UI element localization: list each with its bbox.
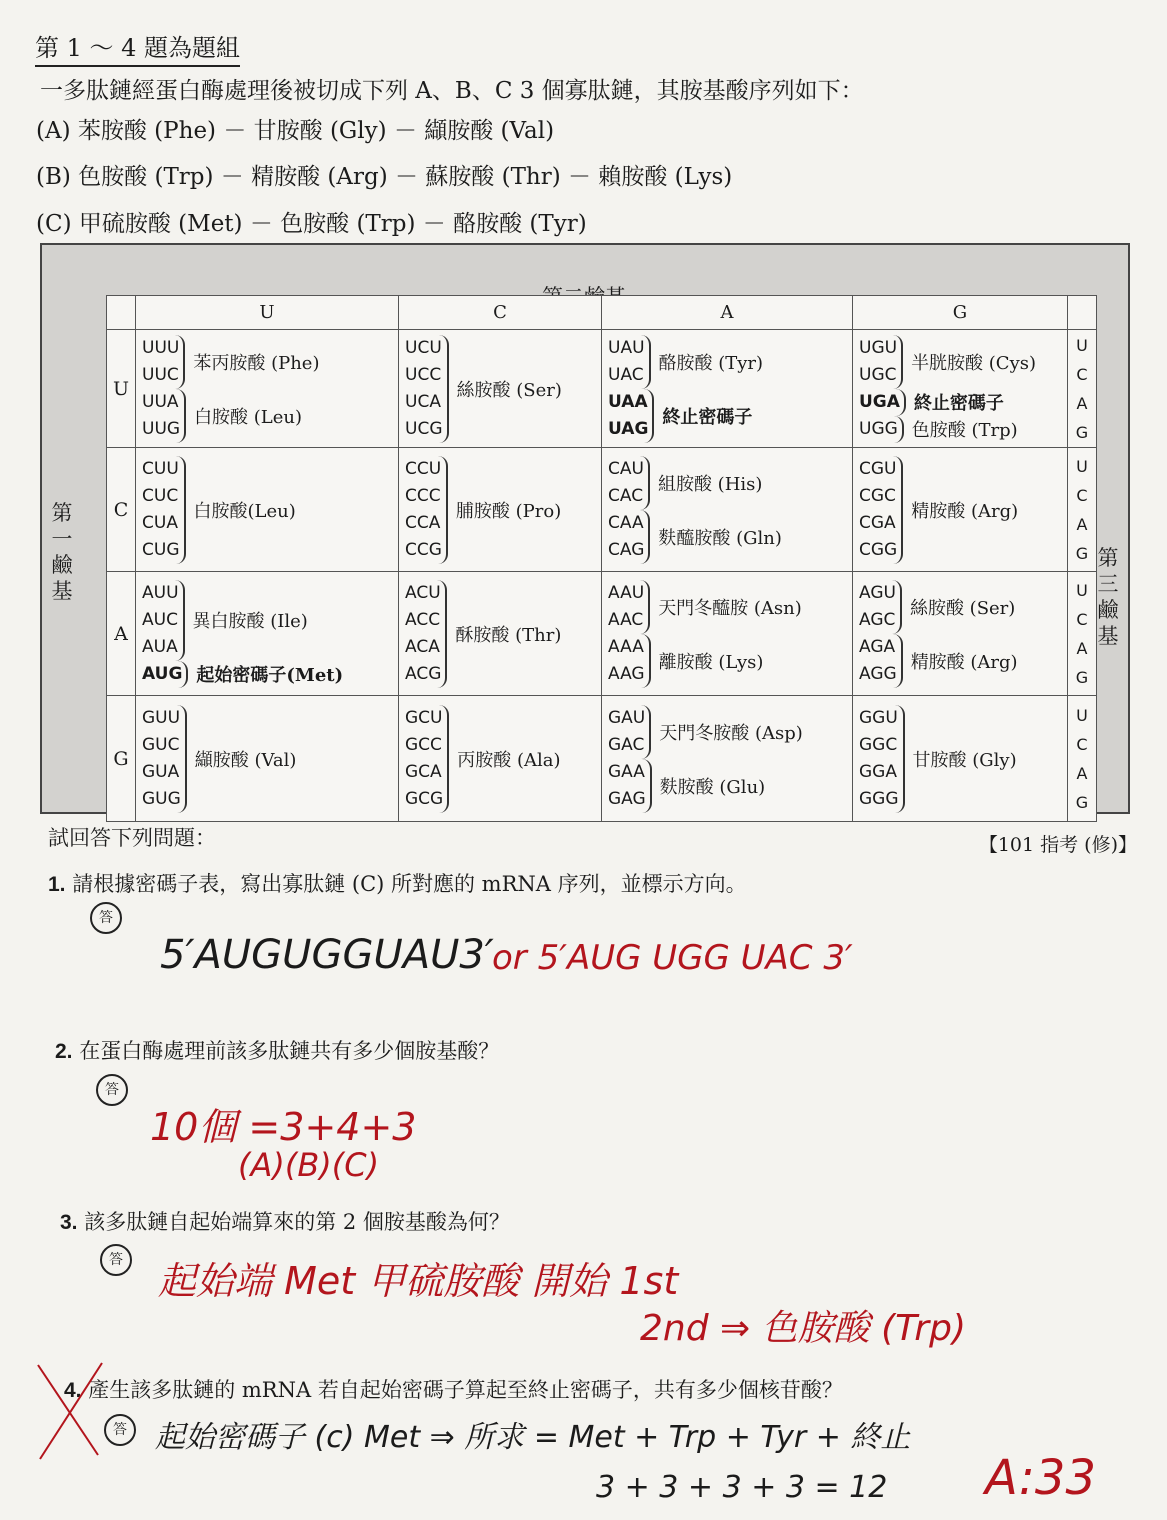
- codon-list: CAA CAG: [608, 510, 650, 564]
- amino-acid-label: 白胺酸(Leu): [193, 500, 296, 522]
- row-head-u: U: [107, 330, 136, 448]
- codon-group: [142, 661, 392, 688]
- third-base-letter: G: [1075, 792, 1089, 812]
- answer-2-line2: (A)(B)(C): [238, 1146, 380, 1184]
- codon-list: CUU CUC CUA CUG: [142, 456, 186, 564]
- amino-acid-label: 酥胺酸 (Thr): [455, 624, 562, 646]
- amino-acid-label: 精胺酸 (Arg): [910, 651, 1018, 673]
- codon-list: AGU AGC: [859, 580, 902, 634]
- question-4: [64, 1374, 843, 1404]
- corner-cell: [107, 296, 136, 330]
- codon-list: AUG: [142, 661, 188, 688]
- codon-list: UCU UCC UCA UCG: [405, 335, 449, 443]
- codon-group: [405, 705, 595, 813]
- question-2: [55, 1035, 499, 1065]
- codon-cell-uu: [136, 330, 399, 448]
- answer-4-line1: 起始密碼子 (c) Met ⇒ 所求 = Met + Trp + Tyr + 終止: [155, 1420, 911, 1455]
- codon-list: UAU UAC: [608, 335, 651, 389]
- codon-cell-aa: [602, 572, 853, 696]
- codon-cell-ca: [602, 448, 853, 572]
- amino-acid-label: 麩醯胺酸 (Gln): [658, 527, 782, 549]
- codon-cell-au: [136, 572, 399, 696]
- question-1-num: 1.: [48, 873, 66, 896]
- codon-group: [608, 759, 846, 813]
- amino-acid-label: 丙胺酸 (Ala): [457, 749, 561, 771]
- amino-acid-label: 纈胺酸 (Val): [194, 749, 297, 771]
- third-base-letters: [1068, 330, 1097, 448]
- third-base-letter: C: [1076, 609, 1088, 629]
- codon-list: CGU CGC CGA CGG: [859, 456, 903, 564]
- answer-4-mark: 答: [104, 1414, 136, 1446]
- codon-group: [608, 335, 846, 389]
- codon-group: [859, 456, 1061, 564]
- codon-group: [859, 389, 1061, 416]
- row-head-c: C: [107, 448, 136, 572]
- codon-group: [142, 389, 392, 443]
- third-base-title: 第三鹼基: [1097, 546, 1119, 648]
- third-base-letter: U: [1076, 705, 1088, 725]
- codon-list: UAA UAG: [608, 389, 654, 443]
- amino-acid-label: 異白胺酸 (Ile): [192, 611, 308, 632]
- codon-cell-gc: [399, 696, 602, 822]
- amino-acid-label: 甘胺酸 (Gly): [912, 749, 1017, 771]
- third-base-letter: A: [1076, 514, 1088, 534]
- row-head-a: A: [107, 572, 136, 696]
- third-base-letter: G: [1075, 543, 1089, 563]
- codon-group: [405, 580, 595, 688]
- peptide-a: (A) 苯胺酸 (Phe) － 甘胺酸 (Gly) － 纈胺酸 (Val): [36, 118, 555, 144]
- third-base-letter: C: [1076, 364, 1088, 384]
- question-3: [60, 1206, 510, 1236]
- third-base-letter: A: [1076, 763, 1088, 783]
- codon-table: [40, 243, 1130, 814]
- codon-group: [608, 634, 846, 688]
- codon-cell-ga: [602, 696, 853, 822]
- source-label: 【101 指考 (修)】: [978, 834, 1137, 856]
- amino-acid-label: 酪胺酸 (Tyr): [658, 352, 764, 374]
- codon-cell-cu: [136, 448, 399, 572]
- codon-grid: [106, 295, 1097, 822]
- answer-4-final: A:33: [985, 1450, 1096, 1506]
- answer-2-line1: 10個 =3+4+3: [150, 1105, 417, 1149]
- third-base-letters: [1068, 448, 1097, 572]
- third-base-letter: C: [1076, 485, 1088, 505]
- third-base-letter: U: [1076, 580, 1088, 600]
- amino-acid-label: 半胱胺酸 (Cys): [911, 352, 1037, 374]
- codon-group: [405, 335, 595, 443]
- codon-list: GCU GCC GCA GCG: [405, 705, 449, 813]
- amino-acid-label: 組胺酸 (His): [657, 473, 763, 495]
- codon-cell-ug: [853, 330, 1068, 448]
- amino-acid-label: 天門冬醯胺 (Asn): [658, 597, 802, 619]
- codon-list: UUU UUC: [142, 335, 185, 389]
- amino-acid-label: 苯丙胺酸 (Phe): [193, 352, 320, 374]
- amino-acid-label: 精胺酸 (Arg): [911, 500, 1019, 522]
- amino-acid-label: 白胺酸 (Leu): [194, 406, 303, 428]
- codon-group: [608, 510, 846, 564]
- amino-acid-label: 色胺酸 (Trp): [911, 420, 1018, 441]
- col-head-a: A: [602, 296, 853, 330]
- third-base-letter: C: [1076, 734, 1088, 754]
- codon-list: CCU CCC CCA CCG: [405, 456, 448, 564]
- codon-group: [142, 335, 392, 389]
- codon-group: [608, 580, 846, 634]
- amino-acid-label: 離胺酸 (Lys): [658, 651, 764, 673]
- answer-3-line1: 起始端 Met 甲硫胺酸 開始 1st: [158, 1259, 679, 1303]
- codon-group: [859, 705, 1061, 813]
- amino-acid-label: 脯胺酸 (Pro): [455, 500, 562, 522]
- answer-1-red: or 5′AUG UGG UAC 3′: [492, 938, 853, 978]
- codon-list: GUU GUC GUA GUG: [142, 705, 187, 813]
- amino-acid-label: 終止密碼子: [913, 393, 1004, 414]
- codon-cell-gu: [136, 696, 399, 822]
- question-3-num: 3.: [60, 1211, 78, 1234]
- codon-list: UUA UUG: [142, 389, 186, 443]
- third-base-letter: G: [1075, 667, 1089, 687]
- codon-list: GGU GGC GGA GGG: [859, 705, 905, 813]
- codon-group: [859, 416, 1061, 443]
- amino-acid-label: 絲胺酸 (Ser): [909, 597, 1016, 619]
- third-base-letter: U: [1076, 456, 1088, 476]
- codon-group: [608, 389, 846, 443]
- codon-cell-ua: [602, 330, 853, 448]
- codon-list: ACU ACC ACA ACG: [405, 580, 447, 688]
- amino-acid-label: 終止密碼子: [662, 406, 753, 428]
- codon-list: UGA: [859, 389, 906, 416]
- codon-list: CAU CAC: [608, 456, 650, 510]
- answer-4-line2: 3 + 3 + 3 + 3 = 12: [596, 1470, 888, 1505]
- third-base-letter: A: [1076, 638, 1088, 658]
- wrong-cross-mark: [30, 1355, 110, 1465]
- answer-1-mark: 答: [90, 902, 122, 934]
- row-head-g: G: [107, 696, 136, 822]
- answer-1-black: 5′AUGUGGUAU3′: [160, 932, 494, 978]
- codon-group: [142, 456, 392, 564]
- col-head-c: C: [399, 296, 602, 330]
- codon-list: AGA AGG: [859, 634, 903, 688]
- codon-group: [859, 580, 1061, 634]
- amino-acid-label: 絲胺酸 (Ser): [456, 379, 562, 401]
- question-1-text: 請根據密碼子表，寫出寡肽鏈 (C) 所對應的 mRNA 序列，並標示方向。: [72, 872, 747, 896]
- intro-text: 一多肽鏈經蛋白酶處理後被切成下列 A、B、C 3 個寡肽鏈，其胺基酸序列如下：: [40, 78, 864, 104]
- amino-acid-label: 天門冬胺酸 (Asp): [659, 722, 803, 744]
- answer-3-mark: 答: [100, 1244, 132, 1276]
- codon-cell-ac: [399, 572, 602, 696]
- amino-acid-label: 麩胺酸 (Glu): [659, 776, 766, 798]
- question-4-num: 4.: [64, 1379, 82, 1402]
- third-base-letter: U: [1076, 335, 1088, 355]
- third-base-letter: G: [1075, 422, 1089, 442]
- codon-cell-cg: [853, 448, 1068, 572]
- codon-list: UGU UGC: [859, 335, 903, 389]
- codon-list: UGG: [859, 416, 904, 443]
- third-base-letters: [1068, 696, 1097, 822]
- codon-cell-uc: [399, 330, 602, 448]
- codon-list: GAA GAG: [608, 759, 652, 813]
- third-base-letter: A: [1076, 393, 1088, 413]
- codon-cell-ag: [853, 572, 1068, 696]
- codon-cell-gg: [853, 696, 1068, 822]
- amino-acid-label: 起始密碼子(Met): [196, 665, 344, 686]
- codon-list: AUU AUC AUA: [142, 580, 185, 661]
- question-2-num: 2.: [55, 1040, 73, 1063]
- peptide-c: (C) 甲硫胺酸 (Met) － 色胺酸 (Trp) － 酪胺酸 (Tyr): [36, 211, 587, 237]
- question-4-text: 產生該多肽鏈的 mRNA 若自起始密碼子算起至終止密碼子，共有多少個核苷酸？: [88, 1378, 843, 1402]
- codon-group: [405, 456, 595, 564]
- col-head-u: U: [136, 296, 399, 330]
- codon-list: AAA AAG: [608, 634, 651, 688]
- third-base-letters: [1068, 572, 1097, 696]
- codon-list: GAU GAC: [608, 705, 651, 759]
- codon-group: [859, 335, 1061, 389]
- answer-2-mark: 答: [96, 1074, 128, 1106]
- peptide-b: (B) 色胺酸 (Trp) － 精胺酸 (Arg) － 蘇胺酸 (Thr) － 賴胺酸 (Lys): [36, 164, 733, 190]
- question-3-text: 該多肽鏈自起始端算來的第 2 個胺基酸為何？: [84, 1210, 510, 1234]
- section-header: 第 1 ～ 4 題為題組: [35, 28, 240, 67]
- answer-3-line2: 2nd ⇒ 色胺酸 (Trp): [640, 1308, 967, 1349]
- question-1: [48, 868, 747, 898]
- codon-group: [142, 705, 392, 813]
- prompt-text: 試回答下列問題：: [48, 826, 216, 850]
- codon-group: [859, 634, 1061, 688]
- first-base-title: 第一鹼基: [51, 501, 73, 603]
- col-head-g: G: [853, 296, 1068, 330]
- codon-list: AAU AAC: [608, 580, 650, 634]
- question-2-text: 在蛋白酶處理前該多肽鏈共有多少個胺基酸？: [79, 1039, 500, 1063]
- codon-cell-cc: [399, 448, 602, 572]
- codon-group: [142, 580, 392, 661]
- third-col-head: [1068, 296, 1097, 330]
- codon-group: [608, 456, 846, 510]
- codon-group: [608, 705, 846, 759]
